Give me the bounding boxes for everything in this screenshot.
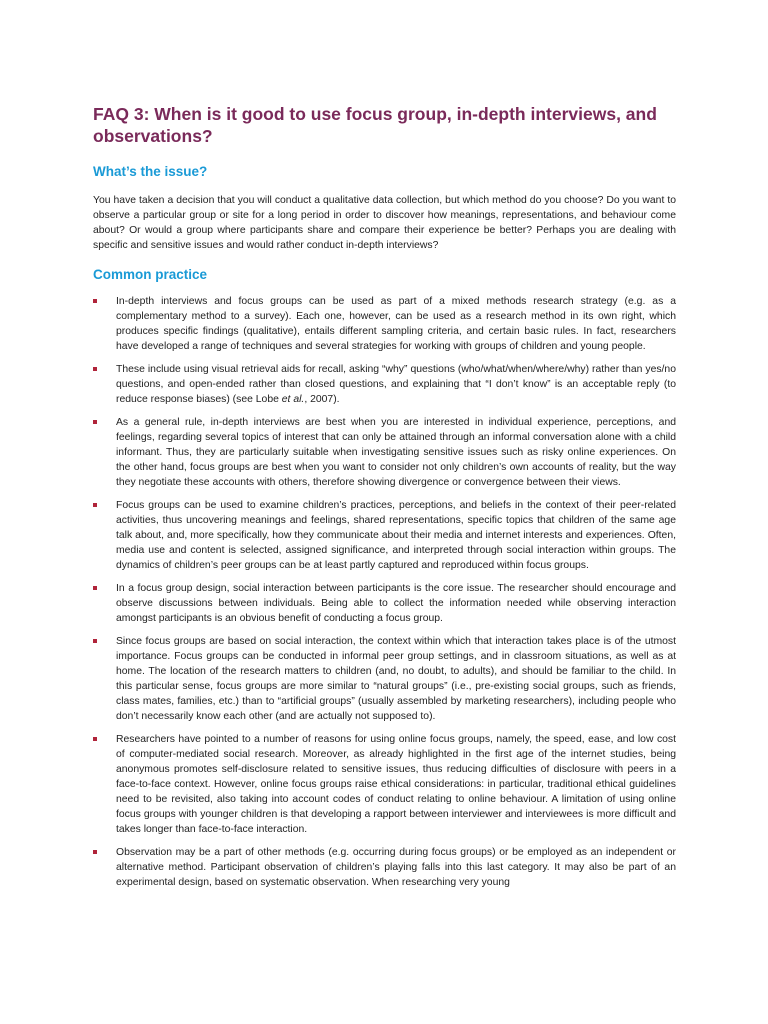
faq-title: FAQ 3: When is it good to use focus group, in-depth interviews, and observations? (93, 104, 657, 146)
bullet-marker-icon (93, 420, 97, 424)
bullet-item (93, 294, 676, 354)
bullet-marker-icon (93, 850, 97, 854)
bullet-item (93, 581, 676, 626)
bullet-text: Focus groups can be used to examine children’s practices, perceptions, and beliefs in the context of their peer-related activities, thus uncovering meanings and feelings, shared representations, specific topics that children of the same age talk about, and, more specifically, how they communicate about their media and internet interests and experiences. Often, media use and content is selected, assigned significance, and interpreted through social interaction within groups. The dynamics of children’s peer groups can be at least partly captured and reproduced within focus groups. (116, 500, 676, 571)
bullet-marker-icon (93, 503, 97, 507)
bullet-marker-icon (93, 367, 97, 371)
bullet-marker-icon (93, 639, 97, 643)
bullet-item (93, 732, 676, 837)
bullet-marker-icon (93, 586, 97, 590)
bullet-marker-icon (93, 737, 97, 741)
bullet-text: As a general rule, in-depth interviews are best when you are interested in individual experience, perceptions, and feelings, regarding several topics of interest that can only be attained through an informal conversation alone with a child informant. Thus, they are particularly suitable when investigating sensitive issues such as risky online experiences. On the other hand, focus groups are best when you want to consider not only children’s own accounts of reality, but the way they negotiate these accounts with others, therefore showing divergence or convergence between their views. (116, 417, 676, 488)
issue-heading: What’s the issue? (93, 164, 208, 179)
bullet-text-after: , 2007). (304, 394, 340, 405)
bullet-text: Observation may be a part of other methods (e.g. occurring during focus groups) or be employed as an independent or alternative method. Participant observation of children’s playing falls into this last category. It may also be part of an experimental design, based on systematic observation. When researching very young (116, 847, 676, 888)
common-practice-list (93, 294, 676, 890)
bullet-item (93, 415, 676, 490)
bullet-text: In-depth interviews and focus groups can be used as part of a mixed methods research strategy (e.g. as a complementary method to a survey). Each one, however, can be used as a research method in its own right, which produces specific findings (qualitative), entails different sampling criteria, and certain basic rules. In fact, researchers have developed a range of techniques and several strategies for working with groups of children and young people. (116, 296, 676, 352)
intro-paragraph: You have taken a decision that you will conduct a qualitative data collection, but which method do you choose? Do you want to observe a particular group or site for a long period in order to discover how meanings, representations, and behaviour come about? Or would a group where participants share and compare their experience be better? Perhaps you are dealing with specific and sensitive issues and would rather conduct in-depth interviews? (93, 195, 676, 251)
citation-italic: et al. (281, 394, 305, 405)
common-practice-heading: Common practice (93, 267, 208, 282)
bullet-marker-icon (93, 299, 97, 303)
bullet-item (93, 634, 676, 724)
bullet-text: Researchers have pointed to a number of reasons for using online focus groups, namely, the speed, ease, and low cost of computer-mediated social research. Moreover, as already highlighted in the first age of the internet studies, being anonymous promotes self-disclosure related to sensitive issues, thus reducing difficulties of disclosure with peers in a face-to-face context. However, online focus groups raise ethical considerations: in particular, traditional ethical guidelines need to be revisited, also taking into account codes of conduct relating to online behaviour. A limitation of using online focus groups with younger children is that developing a rapport between interviewer and interviewees is more difficult and takes longer than face-to-face interaction. (116, 734, 676, 835)
bullet-text: These include using visual retrieval aids for recall, asking “why” questions (who/what/when/where/why) rather than yes/no questions, and open-ended rather than closed questions, and explaining that “I don’t know” is an acceptable reply (to reduce response biases) (see Lobe (116, 364, 676, 405)
document-page (93, 103, 676, 898)
bullet-item (93, 498, 676, 573)
bullet-item (93, 362, 676, 407)
bullet-text: Since focus groups are based on social interaction, the context within which that interaction takes place is of the utmost importance. Focus groups can be conducted in informal peer group settings, and in classroom situations, as well as at home. The location of the research matters to children (and, no doubt, to adults), and should be familiar to the child. In this particular sense, focus groups are more similar to “natural groups” (i.e., pre-existing social groups, such as friends, class mates, families, etc.) than to “artificial groups” (usually assembled by marketing researchers), including people who don’t necessarily know each other (and are actually not supposed to). (116, 636, 676, 722)
bullet-item (93, 845, 676, 890)
bullet-text: In a focus group design, social interaction between participants is the core issue. The researcher should encourage and observe discussions between individuals. Being able to collect the information needed while observing interaction amongst participants is an obvious benefit of conducting a focus group. (116, 583, 676, 624)
